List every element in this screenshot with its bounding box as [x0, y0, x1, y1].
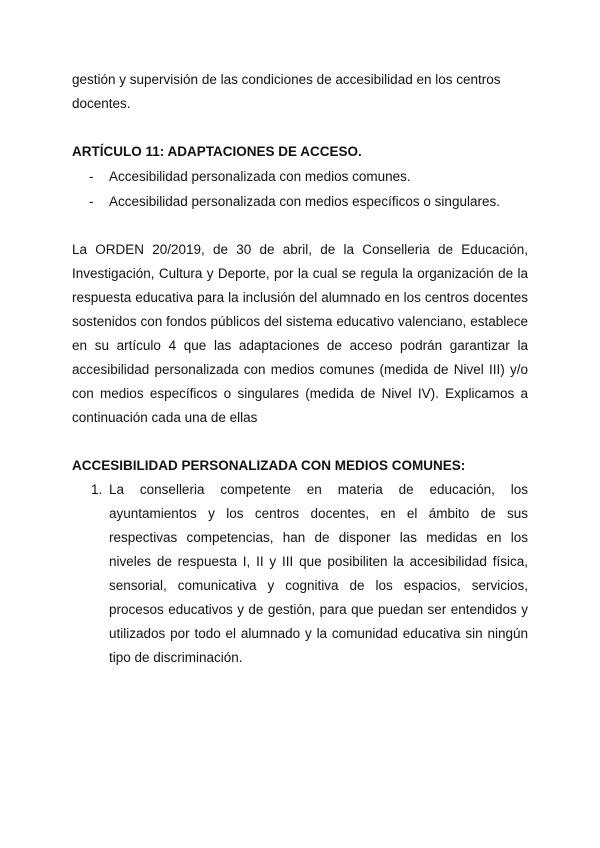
dash-bullet: - [89, 194, 94, 209]
list-item-text: Accesibilidad personalizada con medios comunes. [109, 169, 411, 184]
numbered-list [72, 478, 528, 670]
list-item [72, 164, 528, 189]
body-paragraph: La ORDEN 20/2019, de 30 de abril, de la Conselleria de Educación, Investigación, Cultura y Deporte, por la cual se regula la organización de la respuesta educativa para la inclusión del alumnado en los centros docentes sostenidos con fondos públicos del sistema educativo valenciano, establece en su artículo 4 que las adaptaciones de acceso podrán garantizar la accesibilidad personalizada con medios comunes (medida de Nivel III) y/o con medios específicos o singulares (medida de Nivel IV). Explicamos a continuación cada una de ellas [72, 242, 528, 425]
article-heading: ARTÍCULO 11: ADAPTACIONES DE ACCESO. [72, 144, 362, 159]
dash-bullet: - [89, 169, 94, 184]
intro-fragment: gestión y supervisión de las condiciones de accesibilidad en los centros docentes. [72, 72, 501, 111]
dash-list [72, 164, 528, 214]
list-item-text: La conselleria competente en materia de educación, los ayuntamientos y los centros docentes, en el ámbito de sus respectivas competencias, han de disponer las medidas en los niveles de respuesta I, II y III que posibiliten la accesibilidad física, sensorial, comunicativa y cognitiva de los espacios, servicios, procesos educativos y de gestión, para que puedan ser entendidos y utilizados por todo el alumnado y la comunidad educativa sin ningún tipo de discriminación. [109, 482, 528, 665]
page-content [72, 68, 528, 670]
list-number: 1. [91, 482, 103, 497]
section-heading: ACCESIBILIDAD PERSONALIZADA CON MEDIOS COMUNES: [72, 458, 466, 473]
list-item-text: Accesibilidad personalizada con medios específicos o singulares. [109, 194, 500, 209]
list-item [72, 189, 528, 214]
list-item [72, 478, 528, 670]
